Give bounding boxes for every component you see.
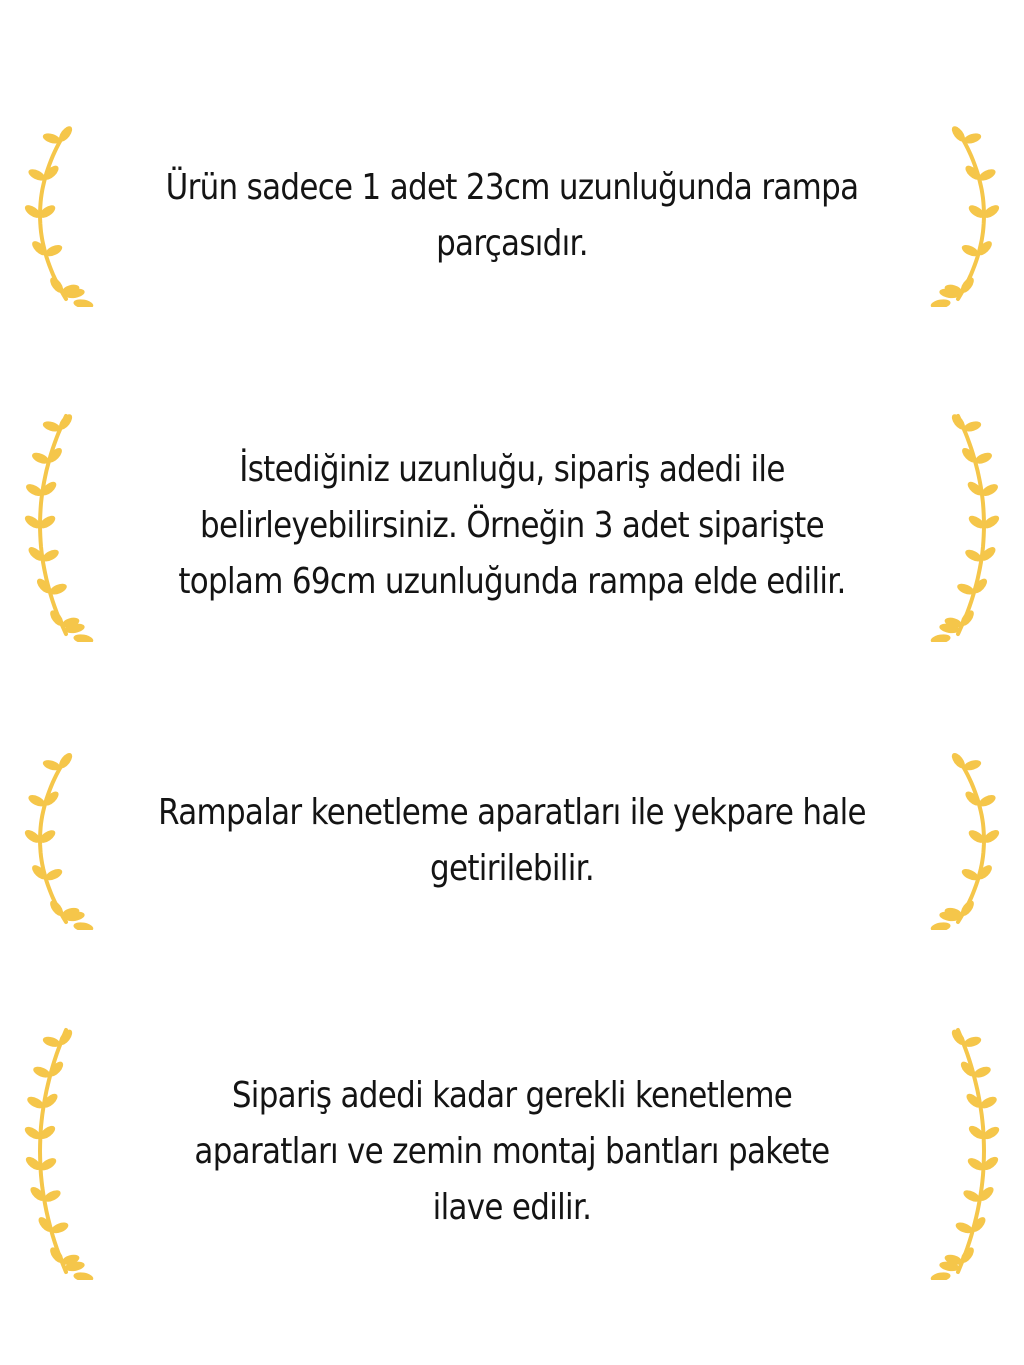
laurel-branch-icon bbox=[930, 752, 1002, 930]
info-block-1 bbox=[0, 125, 1024, 307]
laurel-branch-icon bbox=[22, 125, 94, 307]
laurel-branch-icon bbox=[22, 752, 94, 930]
laurel-branch-icon bbox=[22, 1024, 94, 1280]
info-block-4 bbox=[0, 1024, 1024, 1280]
laurel-branch-icon bbox=[22, 410, 94, 642]
info-text: Ürün sadece 1 adet 23cm uzunluğunda rampa parçasıdır. bbox=[165, 167, 859, 264]
info-block-2 bbox=[0, 410, 1024, 642]
info-text: Sipariş adedi kadar gerekli kenetleme aparatları ve zemin montaj bantları pakete ilave edilir. bbox=[194, 1075, 830, 1228]
laurel-branch-icon bbox=[930, 125, 1002, 307]
info-text: Rampalar kenetleme aparatları ile yekpare hale getirilebilir. bbox=[158, 792, 866, 889]
laurel-branch-icon bbox=[930, 410, 1002, 642]
laurel-branch-icon bbox=[930, 1024, 1002, 1280]
info-block-3 bbox=[0, 752, 1024, 930]
info-text: İstediğiniz uzunluğu, sipariş adedi ile belirleyebilirsiniz. Örneğin 3 adet siparişte toplam 69cm uzunluğunda rampa elde edilir. bbox=[178, 449, 846, 602]
